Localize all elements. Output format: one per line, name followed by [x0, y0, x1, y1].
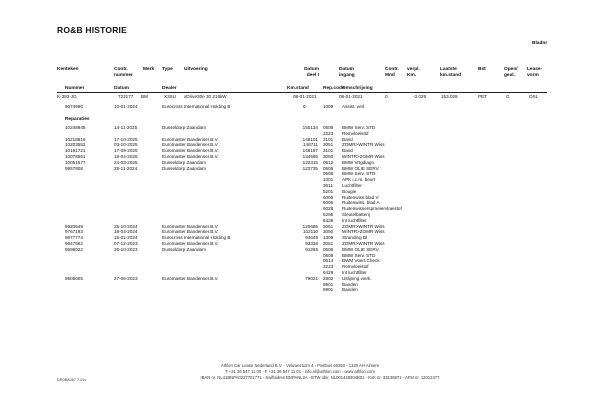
- document-title: RO&B HISTORIE: [57, 25, 127, 35]
- col-header-contr-nummer: Contr. nummer: [114, 67, 133, 78]
- repair-omschrijving: Int luchtfilter: [342, 270, 367, 275]
- col-header-open-geal: Open/ geal.: [504, 67, 518, 78]
- col-header-uitvoering: Uitvoering: [184, 67, 208, 72]
- repair-datum: 18-04-2025: [114, 154, 138, 159]
- repair-nummer: 9957808: [65, 165, 83, 171]
- repair-dealer: Euromaster Bandenser.B.V.: [162, 223, 219, 229]
- repair-code: 1001: [323, 177, 334, 183]
- repair-nummer: 10218616: [65, 136, 86, 142]
- col-header-rep-code: Rep.code: [323, 86, 345, 91]
- repair-omschrijving: BMW Serv. STD: [342, 125, 376, 130]
- assist-dealer: Eurocross International Holding B: [162, 104, 231, 109]
- repair-code: 3051: [323, 241, 334, 246]
- repair-code: 9901: [323, 287, 334, 293]
- repair-km-stand: 146711: [303, 142, 318, 148]
- repair-code: 3223: [323, 130, 334, 136]
- repair-omschrijving: BMW Vrtgdiagn.: [342, 159, 376, 165]
- form-code: DR0BA067 7.01v: [57, 378, 87, 382]
- col-header-dealer: Dealer: [162, 86, 177, 91]
- repair-datum: 17-10-2025: [114, 136, 138, 142]
- vehicle-bst: PET: [478, 94, 487, 99]
- repair-dealer: Dusseldorp Zaandam: [162, 159, 206, 165]
- repair-dealer: Euromaster Bandenser.B.V.: [162, 154, 219, 159]
- col-header-laatste-km: Laatste km.stand: [440, 67, 462, 78]
- repair-code: 3101: [323, 148, 334, 154]
- col-header-datum-ingang: Datum ingang: [339, 67, 355, 78]
- vehicle-datum-ingang: 08-01-2021: [339, 94, 363, 99]
- assist-omschrijving: Assist. verl.: [342, 104, 366, 109]
- repair-nummer: 10078561: [65, 154, 86, 159]
- col-header-datum-deel1: Datum deel I: [304, 67, 319, 78]
- repair-code: 0508: [323, 171, 334, 177]
- footer-address: Athlon Car Lease Nederland B.V. - Veluwezoom 4 - Postbus 60250 - 1320 AH Almere: [220, 363, 380, 368]
- repair-km-stand: 94645: [305, 235, 318, 241]
- vehicle-type: X3SU: [164, 94, 177, 99]
- page-number-label: Bladnr: [532, 41, 548, 46]
- repair-omschrijving: Banden: [342, 287, 358, 293]
- repair-dealer: Euromaster Bandenser.B.V.: [162, 241, 219, 246]
- repair-omschrijving: ZOMR>WINTR Wiss: [342, 241, 385, 246]
- repair-omschrijving: ZOMR>WINTR Wiss: [342, 223, 385, 229]
- repair-code: 3050: [323, 229, 334, 235]
- col-header-merk: Merk: [143, 67, 155, 72]
- repair-omschrijving: APK i.c.m. beurt: [342, 177, 376, 183]
- repair-code: 6028: [323, 206, 334, 212]
- vehicle-lease-vorm: OSL: [529, 94, 539, 99]
- repair-omschrijving: Remvloeistof: [342, 264, 369, 270]
- repair-datum: 03-10-2025: [114, 142, 138, 148]
- repair-omschrijving: BWM Voert.Check: [342, 258, 380, 264]
- repair-omschrijving: Ruitenwissersproeiervloeistof: [342, 206, 402, 212]
- footer-contact: T +31 36 547 11 00 - F +31 36 547 11 01 - info.nl@athlon.com - www.athlon.com: [225, 369, 375, 374]
- repair-omschrijving: Sleutelbatterij: [342, 212, 370, 217]
- repair-omschrijving: Stranding Bl: [342, 235, 368, 241]
- repair-nummer: 10248945: [65, 125, 86, 130]
- repair-nummer: 10203552: [65, 142, 86, 148]
- repair-datum: 18-04-2024: [114, 229, 138, 235]
- repair-datum: 27-06-2023: [114, 275, 138, 281]
- col-header-km-stand: Km.stand: [287, 86, 309, 91]
- repair-omschrijving: BMW OLIE SERV.: [342, 165, 380, 171]
- vehicle-verpl-km: -3.029: [413, 94, 427, 99]
- repair-code: 3101: [323, 136, 334, 142]
- repair-nummer: 9677774: [65, 235, 83, 241]
- col-header-type: Type: [162, 67, 173, 72]
- repair-km-stand: 148101: [302, 136, 318, 142]
- vehicle-open-geal: G: [506, 94, 510, 99]
- repair-code: 6429: [323, 217, 334, 223]
- repair-code: 0506: [323, 246, 334, 252]
- assist-datum: 10-01-2024: [114, 104, 138, 109]
- repair-dealer: Euromaster Bandenser.B.V.: [162, 275, 219, 281]
- repair-code: 6005: [323, 194, 334, 200]
- repair-code: 3051: [323, 142, 334, 148]
- repair-code: 1309: [323, 235, 334, 241]
- col-header-contr-mnd: Contr. Mnd: [385, 67, 399, 78]
- repair-code: 3051: [323, 223, 334, 229]
- repair-datum: 07-12-2023: [114, 241, 138, 246]
- repair-code: 0514: [323, 258, 334, 264]
- header-rule: [57, 92, 547, 93]
- repair-omschrijving: Band: [342, 136, 353, 142]
- repair-code: 9901: [323, 281, 334, 287]
- repair-nummer: 10191721: [65, 148, 86, 154]
- repair-code: 6429: [323, 270, 334, 275]
- footer-legal: IBAN nr. NL41BNPA0227701771 - Swiftadres BNPANL2A - BTW idnr. NL001448304B01 - KvK nr. 33136871 - AFM nr. 12012477: [200, 375, 440, 380]
- repair-dealer: Dusseldorp Zaandam: [162, 125, 206, 130]
- repair-code: 3611: [323, 183, 333, 188]
- repair-datum: 17-09-2025: [114, 148, 138, 154]
- repair-nummer: 9505005: [65, 275, 83, 281]
- repair-km-stand: 91265: [305, 246, 318, 252]
- repair-dealer: Euromaster Bandenser.B.V.: [162, 136, 219, 142]
- col-header-omschrijving: Omschrijving: [342, 86, 373, 91]
- repair-omschrijving: Remvloeistof: [342, 130, 369, 136]
- repair-dealer: Euromaster Bandenser.B.V.: [162, 229, 219, 235]
- repair-km-stand: 150134: [302, 125, 318, 130]
- repair-omschrijving: Band: [342, 148, 353, 154]
- col-header-lease-vorm: Lease- vorm: [527, 67, 543, 78]
- vehicle-datum-deel1: 08-01-2021: [293, 94, 317, 99]
- repair-omschrijving: Luchtfilter: [342, 183, 362, 188]
- repair-datum: 25-10-2024: [114, 223, 138, 229]
- vehicle-kenteken: K-393-JG: [57, 94, 77, 99]
- repair-datum: 29-11-2024: [114, 165, 138, 171]
- vehicle-merk: BM: [141, 94, 148, 99]
- repair-omschrijving: Banden: [342, 281, 358, 287]
- repair-nummer: 10051577: [65, 159, 86, 165]
- repair-omschrijving: WINTR>ZOMR Wiss: [342, 229, 385, 235]
- repair-code: 0508: [323, 125, 334, 130]
- repair-dealer: Dusseldorp Zaandam: [162, 246, 206, 252]
- repair-dealer: Euromaster Bandenser.B.V.: [162, 142, 219, 148]
- repair-km-stand: 93336: [305, 241, 318, 246]
- repair-code: 3223: [323, 264, 334, 270]
- repair-omschrijving: BMW Serv. STD: [342, 252, 376, 258]
- repair-code: 5201: [323, 188, 334, 194]
- repair-nummer: 9767193: [65, 229, 83, 235]
- repair-omschrijving: Int luchtfilter: [342, 217, 367, 223]
- repair-omschrijving: Ruitenwiss. blad A: [342, 200, 380, 206]
- repair-omschrijving: WINTR>ZOMR Wiss: [342, 154, 385, 159]
- repair-code: 6006: [323, 200, 334, 206]
- repair-omschrijving: BMW OLIE SERV.: [342, 246, 380, 252]
- repair-nummer: 9920649: [65, 223, 83, 229]
- repair-code: 2802: [323, 275, 334, 281]
- repair-datum: 15-01-2024: [114, 235, 138, 241]
- repair-datum: 26-10-2023: [114, 246, 138, 252]
- repair-omschrijving: ZOMR>WINTR Wiss: [342, 142, 385, 148]
- repair-nummer: 9596022: [65, 246, 83, 252]
- repair-km-stand: 79021: [305, 275, 318, 281]
- vehicle-uitvoering: xDrive30e 30 215kW: [184, 94, 227, 99]
- repair-km-stand: 146197: [302, 148, 318, 154]
- repair-datum: 24-03-2025: [114, 159, 138, 165]
- repair-datum: 14-11-2025: [114, 125, 138, 130]
- col-header-datum: Datum: [114, 86, 129, 91]
- repair-km-stand: 102110: [303, 229, 318, 235]
- repair-code: 3050: [323, 154, 334, 159]
- vehicle-laatste-km: 153.029: [441, 94, 458, 99]
- col-header-bst: Bst: [478, 67, 486, 72]
- col-header-verpl-km: verpl. Km.: [407, 67, 420, 78]
- repair-omschrijving: BMW Serv. STD: [342, 171, 376, 177]
- assist-code: 1009: [323, 104, 334, 109]
- repair-km-stand: 123735: [302, 165, 318, 171]
- repair-code: 0506: [323, 165, 334, 171]
- assist-km: 0: [303, 104, 306, 109]
- repair-omschrijving: Uitlijning.vierk.: [342, 275, 372, 281]
- repair-omschrijving: Bougie: [342, 188, 357, 194]
- repair-dealer: Euromaster Bandenser.B.V.: [162, 148, 219, 154]
- repair-km-stand: 134595: [302, 154, 318, 159]
- vehicle-contr-mnd: 0: [385, 94, 388, 99]
- repair-dealer: Eurocross International Holding B: [162, 235, 231, 241]
- repair-code: 6295: [323, 212, 334, 217]
- col-header-nummer: Nummer: [65, 86, 85, 91]
- repair-omschrijving: Ruitenwiss.blad V: [342, 194, 379, 200]
- col-header-kenteken: Kenteken: [57, 67, 79, 72]
- repair-code: 0508: [323, 252, 334, 258]
- repair-km-stand: 120685: [302, 223, 318, 229]
- repair-code: 0512: [323, 159, 334, 165]
- repair-nummer: 9647662: [65, 241, 83, 246]
- repair-dealer: Dusseldorp Zaandam: [162, 165, 206, 171]
- assist-nummer: 9674990: [65, 104, 83, 109]
- section-reparaties: Reparaties: [65, 117, 90, 122]
- repair-km-stand: 132315: [302, 159, 318, 165]
- vehicle-contr-nummer: 723177: [118, 94, 134, 99]
